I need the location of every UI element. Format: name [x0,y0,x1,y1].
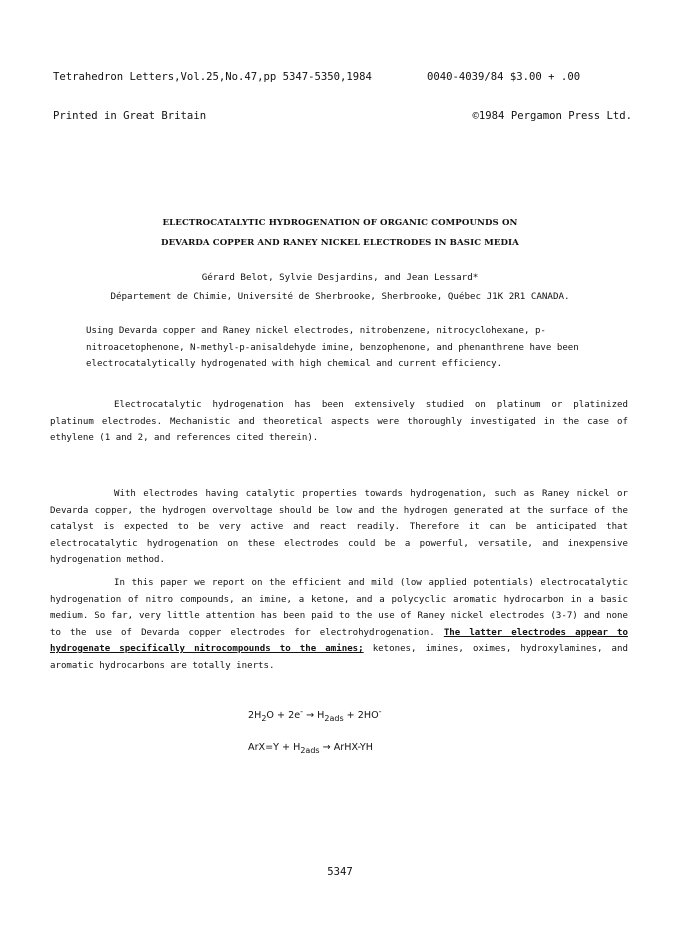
article-title-line-1: ELECTROCATALYTIC HYDROGENATION OF ORGANIC COMPOUNDS ON [162,218,518,228]
equation-1: $2H_2O + 2e^- \to H_{2ads} + 2HO^-$ [248,707,382,724]
copyright-line: ©1984 Pergamon Press Ltd. [472,110,632,122]
copyright-header [427,45,632,136]
authors: Gérard Belot, Sylvie Desjardins, and Jean Lessard* [201,272,479,283]
paragraph-3-body: In this paper we report on the efficient and mild (low applied potentials) electrocatalytic hydrogenation of nitro compounds, an imine, a ketone, and a polycyclic aromatic hydrocarbon in a basic medium. So far, very little attention has been paid to the use of Raney nickel electrodes (3-7) and none to the use of Devarda copper electrodes for electrohydrogenation. [50,578,628,638]
paragraph-2: With electrodes having catalytic properties towards hydrogenation, such as Raney nickel or Devarda copper, the hydrogen overvoltage should be low and the hydrogen generated at the surface of the catalyst is expected to be very active and react readily. Therefore it can be anticipated that electrocatalytic hydrogenation on these electrodes could be a powerful, versatile, and inexpensive hydrogenation method. [50,489,628,565]
printed-location: Printed in Great Britain [53,110,207,122]
article-title-line-2: DEVARDA COPPER AND RANEY NICKEL ELECTRODES IN BASIC MEDIA [161,238,519,248]
affiliation: Département de Chimie, Université de Sherbrooke, Sherbrooke, Québec J1K 2R1 CANADA. [110,291,570,302]
paragraph-1: Electrocatalytic hydrogenation has been extensively studied on platinum or platinized platinum electrodes. Mechanistic and theoretical aspects were thoroughly investigated in the case of ethylene (1 and 2, and references cited therein). [50,400,628,443]
price-code: 0040-4039/84 $3.00 + .00 [427,71,581,83]
abstract: Using Devarda copper and Raney nickel electrodes, nitrobenzene, nitrocyclohexane, p-nitroacetophenone, N-methyl-p-anisaldehyde imine, benzophenone, and phenanthrene have been electrocatalytically hydrogenated with high chemical and current efficiency. [86,326,579,369]
journal-citation-header [53,45,372,136]
underlined-statement: The latter electrodes appear to hydrogenate specifically nitrocompounds to the amines; [50,627,628,654]
paragraph-3-tail: ketones, imines, oximes, hydroxylamines, and aromatic hydrocarbons are totally inerts. [50,644,628,671]
journal-citation: Tetrahedron Letters,Vol.25,No.47,pp 5347-5350,1984 [53,71,372,83]
page-number: 5347 [327,866,353,878]
equation-2: $ArX=Y + H_{2ads}$ → ArHX-YH [248,742,373,755]
paragraph-3 [50,575,628,674]
